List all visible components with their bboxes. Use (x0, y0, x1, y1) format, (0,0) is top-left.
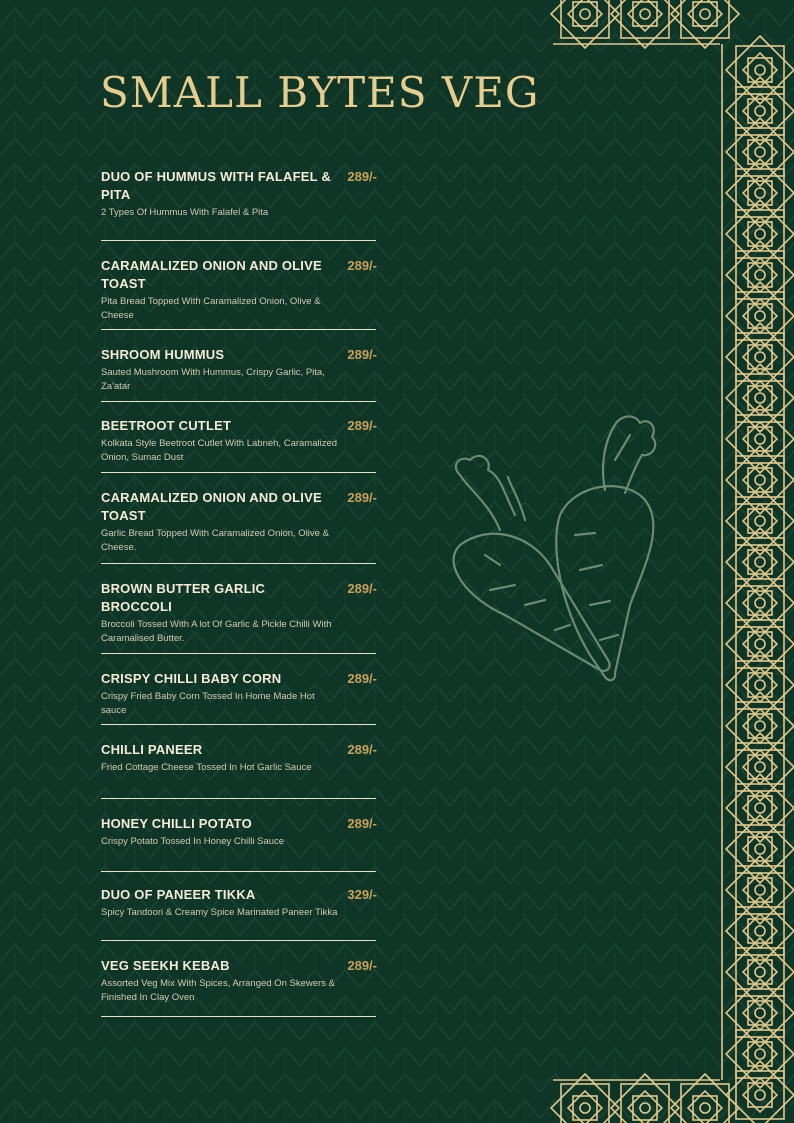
item-description: Fried Cottage Cheese Tossed In Hot Garlic Sauce (101, 762, 312, 773)
item-price: 289/- (347, 258, 377, 273)
item-name: BROWN BUTTER GARLIC BROCCOLI (101, 581, 266, 614)
item-price: 329/- (347, 887, 377, 902)
item-name: CRISPY CHILLI BABY CORN (101, 671, 282, 686)
item-price: 289/- (347, 958, 377, 973)
item-name: CARAMALIZED ONION AND OLIVE TOAST (101, 258, 322, 291)
item-divider (101, 798, 376, 799)
item-description: Pita Bread Topped With Caramalized Onion, Olive & Cheese (101, 296, 321, 321)
item-description: 2 Types Of Hummus With Falafel & Pita (101, 207, 269, 218)
item-description: Garlic Bread Topped With Caramalized Onion, Olive & Cheese. (101, 528, 329, 553)
item-description: Spicy Tandoori & Creamy Spice Marinated Paneer Tikka (101, 907, 338, 918)
item-divider (101, 871, 376, 872)
item-name: DUO OF PANEER TIKKA (101, 887, 256, 902)
item-price: 289/- (347, 671, 377, 686)
item-divider (101, 240, 376, 241)
item-price: 289/- (347, 816, 377, 831)
item-description: Crispy Fried Baby Corn Tossed In Home Made Hot sauce (101, 691, 315, 716)
item-name: VEG SEEKH KEBAB (101, 958, 230, 973)
item-divider (101, 563, 376, 564)
carrot-pair-icon (430, 405, 675, 690)
item-description: Broccoli Tossed With A lot Of Garlic & Pickle Chilli With Caramalised Butter. (101, 619, 332, 644)
item-name: SHROOM HUMMUS (101, 347, 225, 362)
item-divider (101, 1016, 376, 1017)
item-description: Kolkata Style Beetroot Cutlet With Labneh, Caramalized Onion, Sumac Dust (101, 438, 338, 463)
item-name: BEETROOT CUTLET (101, 418, 232, 433)
item-name: CARAMALIZED ONION AND OLIVE TOAST (101, 490, 322, 523)
item-price: 289/- (347, 169, 377, 184)
item-price: 289/- (347, 418, 377, 433)
page-title: SMALL BYTES VEG (100, 68, 540, 117)
item-name: HONEY CHILLI POTATO (101, 816, 252, 831)
item-divider (101, 329, 376, 330)
item-description: Crispy Potato Tossed In Honey Chilli Sauce (101, 836, 285, 847)
item-price: 289/- (347, 742, 377, 757)
item-price: 289/- (347, 347, 377, 362)
item-divider (101, 724, 376, 725)
item-divider (101, 401, 376, 402)
item-price: 289/- (347, 581, 377, 596)
item-name: DUO OF HUMMUS WITH FALAFEL & PITA (101, 169, 331, 202)
item-description: Sauted Mushroom With Hummus, Crispy Garlic, Pita, Za'atar (101, 367, 325, 392)
item-divider (101, 940, 376, 941)
item-name: CHILLI PANEER (101, 742, 203, 757)
item-description: Assorted Veg Mix With Spices, Arranged On Skewers & Finished In Clay Oven (101, 978, 335, 1003)
item-divider (101, 472, 376, 473)
item-price: 289/- (347, 490, 377, 505)
item-divider (101, 653, 376, 654)
